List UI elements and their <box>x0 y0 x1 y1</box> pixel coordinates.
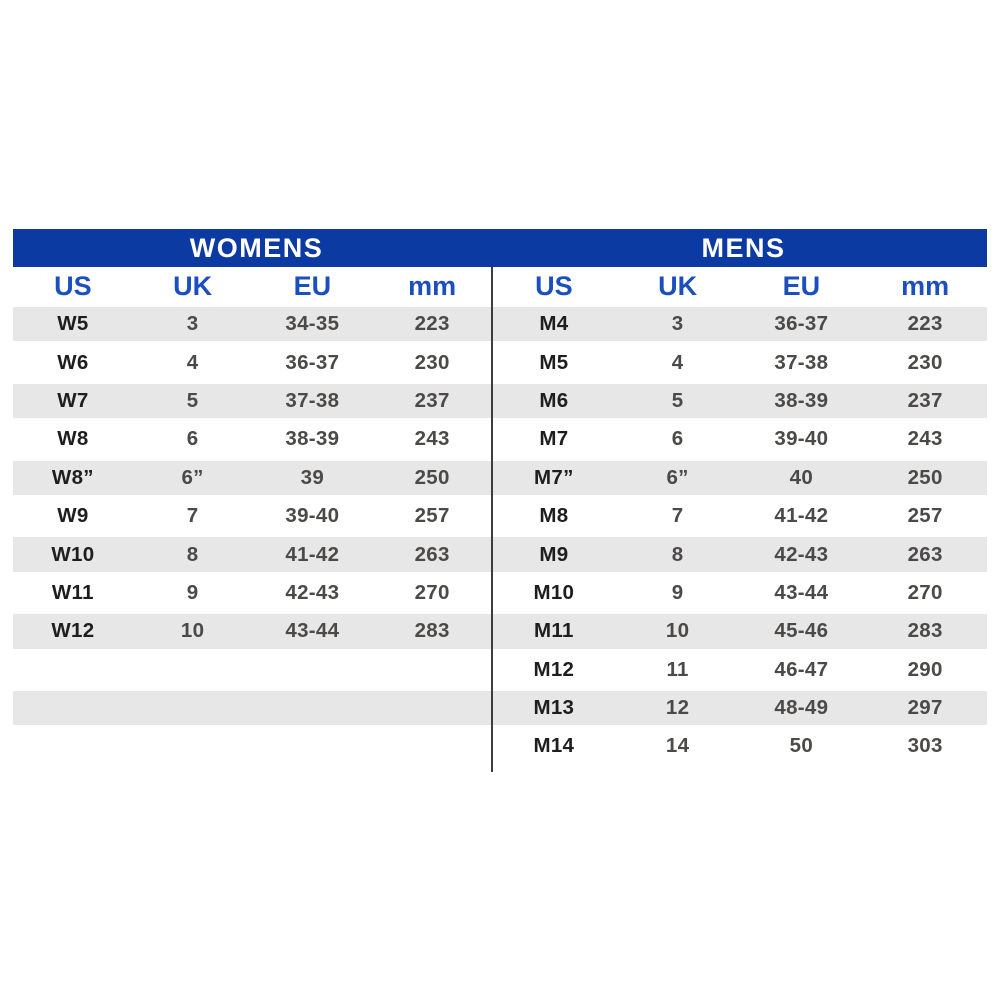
size-value-cell: 10 <box>180 619 205 643</box>
chart-body <box>13 267 987 766</box>
size-value-cell: 283 <box>414 619 450 643</box>
size-value-cell: 8 <box>186 542 199 566</box>
table-row <box>13 574 492 612</box>
size-value-cell: 39-40 <box>285 504 340 528</box>
size-value-cell: 283 <box>907 619 943 643</box>
size-value-cell: 11 <box>666 657 689 681</box>
table-row <box>13 382 492 420</box>
size-label-cell <box>13 691 133 725</box>
shoe-size-chart <box>13 229 987 766</box>
size-value-cell: 42-43 <box>285 580 340 604</box>
size-value-cell: 9 <box>671 580 684 604</box>
size-value-cell <box>133 651 253 689</box>
size-value-cell: 6” <box>666 465 689 489</box>
chart-header-bar <box>13 229 987 267</box>
size-label-cell: M6 <box>539 388 569 412</box>
table-row <box>492 612 987 650</box>
size-value-cell: 6 <box>186 427 199 451</box>
size-value-cell: 39-40 <box>774 427 829 451</box>
size-value-cell: 223 <box>414 312 450 336</box>
size-value-cell: 12 <box>665 696 690 720</box>
size-value-cell: 10 <box>665 619 690 643</box>
table-row <box>492 651 987 689</box>
table-row <box>492 420 987 458</box>
size-value-cell: 36-37 <box>285 350 340 374</box>
mens-section-title: MENS <box>701 232 786 263</box>
size-label-cell: W7 <box>57 388 89 412</box>
size-label-cell: M13 <box>533 696 575 720</box>
mens-rows <box>492 305 987 766</box>
size-label-cell: M4 <box>539 312 569 336</box>
size-value-cell: 303 <box>907 734 943 758</box>
size-label-cell: M9 <box>539 542 569 566</box>
size-value-cell: 257 <box>414 504 450 528</box>
size-label-cell: M12 <box>533 657 575 681</box>
size-label-cell: M11 <box>534 619 574 643</box>
column-header-eu: EU <box>293 270 332 301</box>
size-value-cell <box>253 691 373 725</box>
mens-column-header-row <box>492 267 987 305</box>
size-value-cell: 40 <box>789 465 814 489</box>
size-value-cell: 250 <box>907 465 943 489</box>
size-value-cell: 37-38 <box>285 388 340 412</box>
size-label-cell: W9 <box>57 504 89 528</box>
size-value-cell: 14 <box>665 734 690 758</box>
size-value-cell: 3 <box>186 312 199 336</box>
size-value-cell: 237 <box>414 388 450 412</box>
column-header-mm: mm <box>408 270 457 301</box>
table-row <box>492 382 987 420</box>
size-value-cell: 7 <box>186 504 199 528</box>
size-value-cell: 8 <box>671 542 684 566</box>
column-header-uk: UK <box>658 270 698 301</box>
size-value-cell: 6” <box>181 465 204 489</box>
womens-section-title: WOMENS <box>189 232 324 263</box>
size-value-cell: 263 <box>414 542 450 566</box>
size-label-cell: W11 <box>51 580 94 604</box>
table-row <box>13 612 492 650</box>
size-value-cell: 230 <box>414 350 450 374</box>
size-value-cell: 223 <box>907 312 943 336</box>
size-value-cell: 4 <box>671 350 684 374</box>
empty-stripe-row <box>13 651 492 689</box>
column-header-eu: EU <box>782 270 821 301</box>
size-value-cell: 270 <box>414 580 450 604</box>
womens-size-table <box>13 267 492 727</box>
size-value-cell: 39 <box>300 465 325 489</box>
size-value-cell: 6 <box>671 427 684 451</box>
size-value-cell: 250 <box>414 465 450 489</box>
size-value-cell: 38-39 <box>774 388 829 412</box>
size-label-cell: M7 <box>539 427 569 451</box>
table-row <box>13 305 492 343</box>
size-label-cell: W5 <box>57 312 89 336</box>
table-row <box>13 343 492 381</box>
size-value-cell: 46-47 <box>774 657 829 681</box>
size-label-cell: W8 <box>57 427 89 451</box>
size-value-cell: 34-35 <box>285 312 340 336</box>
size-value-cell: 48-49 <box>774 696 829 720</box>
size-label-cell: M7” <box>534 465 574 489</box>
size-value-cell: 5 <box>186 388 199 412</box>
table-row <box>492 727 987 765</box>
size-value-cell: 9 <box>186 580 199 604</box>
size-value-cell: 37-38 <box>774 350 829 374</box>
size-value-cell <box>133 691 253 725</box>
table-row <box>492 497 987 535</box>
mens-size-table <box>492 267 987 766</box>
size-label-cell: W6 <box>57 350 89 374</box>
size-value-cell: 38-39 <box>285 427 340 451</box>
size-value-cell: 43-44 <box>285 619 340 643</box>
size-value-cell: 5 <box>671 388 684 412</box>
size-value-cell: 41-42 <box>285 542 340 566</box>
size-value-cell: 36-37 <box>774 312 829 336</box>
size-label-cell: M8 <box>539 504 569 528</box>
size-value-cell: 243 <box>907 427 943 451</box>
size-value-cell: 50 <box>789 734 814 758</box>
size-value-cell: 3 <box>671 312 684 336</box>
womens-column-header-row <box>13 267 492 305</box>
column-header-us: US <box>535 270 573 301</box>
size-label-cell: W10 <box>51 542 95 566</box>
size-value-cell: 263 <box>907 542 943 566</box>
size-value-cell <box>372 651 492 689</box>
size-value-cell: 4 <box>186 350 199 374</box>
column-header-us: US <box>54 270 92 301</box>
size-value-cell: 45-46 <box>774 619 829 643</box>
table-divider-line <box>491 267 493 772</box>
size-label-cell: M14 <box>533 734 575 758</box>
size-value-cell: 7 <box>671 504 684 528</box>
table-row <box>13 459 492 497</box>
size-value-cell <box>253 651 373 689</box>
size-value-cell: 290 <box>907 657 943 681</box>
table-row <box>492 343 987 381</box>
size-label-cell: M10 <box>533 580 575 604</box>
table-row <box>13 420 492 458</box>
table-row <box>13 535 492 573</box>
size-label-cell: W12 <box>51 619 95 643</box>
womens-rows <box>13 305 492 727</box>
size-value-cell: 297 <box>907 696 943 720</box>
size-value-cell: 43-44 <box>774 580 829 604</box>
size-value-cell: 237 <box>907 388 943 412</box>
size-value-cell: 243 <box>414 427 450 451</box>
empty-stripe-row <box>13 689 492 727</box>
size-value-cell: 270 <box>907 580 943 604</box>
size-value-cell: 257 <box>907 504 943 528</box>
table-row <box>13 497 492 535</box>
table-row <box>492 305 987 343</box>
column-header-mm: mm <box>901 270 950 301</box>
size-value-cell <box>372 691 492 725</box>
size-label-cell: W8” <box>51 465 94 489</box>
table-row <box>492 459 987 497</box>
size-value-cell: 230 <box>907 350 943 374</box>
table-row <box>492 574 987 612</box>
size-value-cell: 42-43 <box>774 542 829 566</box>
size-value-cell: 41-42 <box>774 504 829 528</box>
size-label-cell: M5 <box>539 350 569 374</box>
column-header-uk: UK <box>173 270 213 301</box>
table-row <box>492 535 987 573</box>
size-label-cell <box>13 651 133 689</box>
table-row <box>492 689 987 727</box>
